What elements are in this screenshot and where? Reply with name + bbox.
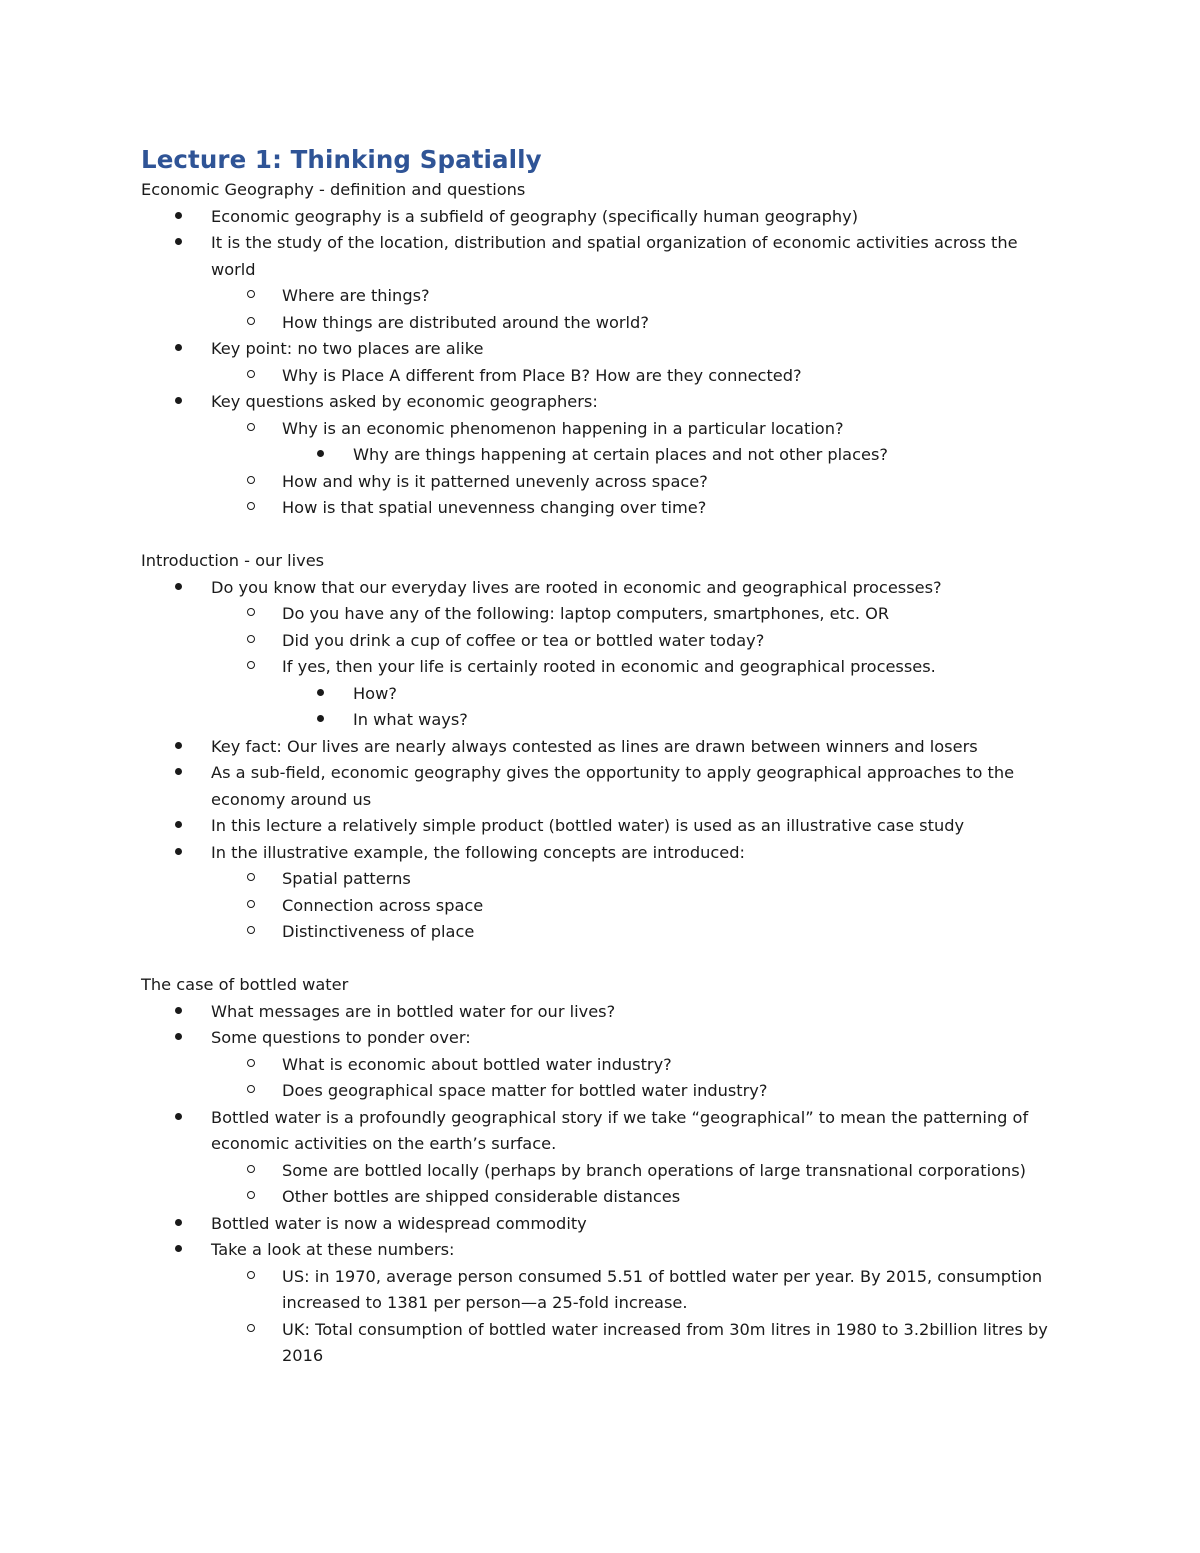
bullet-item-level-1 — [141, 760, 1051, 813]
bullet-text: Do you have any of the following: laptop computers, smartphones, etc. OR — [282, 604, 890, 623]
solid-bullet-icon — [175, 813, 182, 840]
bullet-text: It is the study of the location, distribution and spatial organization of economic activities across the world — [211, 233, 1018, 279]
hollow-bullet-icon — [247, 363, 255, 390]
hollow-bullet-icon — [247, 1184, 255, 1211]
bullet-item-level-2 — [141, 416, 1051, 443]
section-heading: Economic Geography - definition and questions — [141, 180, 526, 199]
bullet-text: What is economic about bottled water industry? — [282, 1054, 672, 1074]
bullet-text: Bottled water is a profoundly geographical story if we take “geographical” to mean the patterning of economic activities on the earth’s surface. — [211, 1107, 1029, 1153]
solid-bullet-icon — [317, 707, 324, 734]
bullet-text: Does geographical space matter for bottled water industry? — [282, 1081, 768, 1100]
bullet-text: How? — [353, 683, 397, 703]
bullet-item-level-3 — [141, 442, 1051, 469]
bullet-item-level-2 — [141, 893, 1051, 920]
bullet-text: As a sub-field, economic geography gives the opportunity to apply geographical approaches to the economy around us — [211, 763, 1015, 809]
bullet-item-level-1 — [141, 230, 1051, 283]
bullet-text: Did you drink a cup of coffee or tea or bottled water today? — [282, 630, 765, 650]
bullet-item-level-2 — [141, 1052, 1051, 1079]
bullet-item-level-2 — [141, 1317, 1051, 1370]
bullet-item-level-2 — [141, 601, 1051, 628]
bullet-text: In the illustrative example, the following concepts are introduced: — [211, 842, 745, 862]
lecture-title: Lecture 1: Thinking Spatially — [141, 145, 542, 174]
solid-bullet-icon — [175, 336, 182, 363]
bullet-text: Economic geography is a subfield of geography (specifically human geography) — [211, 206, 859, 226]
bullet-item-level-1 — [141, 1025, 1051, 1052]
bullet-item-level-1 — [141, 1105, 1051, 1158]
solid-bullet-icon — [175, 760, 182, 787]
bullet-text: Take a look at these numbers: — [211, 1240, 455, 1259]
solid-bullet-icon — [175, 1105, 182, 1132]
notes-content — [141, 177, 1051, 1370]
bullet-item-level-1 — [141, 575, 1051, 602]
bullet-text: How and why is it patterned unevenly across space? — [282, 471, 708, 491]
hollow-bullet-icon — [247, 283, 255, 310]
bullet-text: Key fact: Our lives are nearly always contested as lines are drawn between winners and losers — [211, 736, 978, 756]
hollow-bullet-icon — [247, 601, 255, 628]
hollow-bullet-icon — [247, 1078, 255, 1105]
bullet-item-level-1 — [141, 389, 1051, 416]
bullet-text: Connection across space — [282, 895, 484, 915]
solid-bullet-icon — [317, 442, 324, 469]
bullet-item-level-3 — [141, 681, 1051, 708]
bullet-item-level-2 — [141, 1158, 1051, 1185]
bullet-text: Key point: no two places are alike — [211, 339, 484, 358]
solid-bullet-icon — [175, 1237, 182, 1264]
section-spacer — [141, 522, 1051, 549]
solid-bullet-icon — [175, 840, 182, 867]
bullet-text: Bottled water is now a widespread commodity — [211, 1213, 587, 1233]
bullet-text: Why is Place A different from Place B? How are they connected? — [282, 365, 802, 385]
bullet-item-level-2 — [141, 1078, 1051, 1105]
hollow-bullet-icon — [247, 893, 255, 920]
bullet-text: Distinctiveness of place — [282, 922, 475, 941]
bullet-item-level-2 — [141, 919, 1051, 946]
bullet-text: Spatial patterns — [282, 869, 411, 888]
bullet-item-level-2 — [141, 469, 1051, 496]
solid-bullet-icon — [317, 681, 324, 708]
bullet-item-level-2 — [141, 1184, 1051, 1211]
bullet-text: Do you know that our everyday lives are rooted in economic and geographical processes? — [211, 577, 942, 597]
bullet-item-level-2 — [141, 310, 1051, 337]
bullet-item-level-1 — [141, 1237, 1051, 1264]
bullet-item-level-2 — [141, 363, 1051, 390]
bullet-item-level-1 — [141, 1211, 1051, 1238]
bullet-item-level-2 — [141, 654, 1051, 681]
bullet-text: Other bottles are shipped considerable distances — [282, 1187, 681, 1206]
hollow-bullet-icon — [247, 495, 255, 522]
bullet-item-level-1 — [141, 813, 1051, 840]
hollow-bullet-icon — [247, 469, 255, 496]
solid-bullet-icon — [175, 230, 182, 257]
hollow-bullet-icon — [247, 1052, 255, 1079]
bullet-text: Why is an economic phenomenon happening in a particular location? — [282, 418, 844, 438]
bullet-text: Key questions asked by economic geographers: — [211, 392, 598, 411]
hollow-bullet-icon — [247, 654, 255, 681]
bullet-item-level-1 — [141, 840, 1051, 867]
bullet-text: Where are things? — [282, 286, 430, 305]
bullet-text: In what ways? — [353, 710, 468, 729]
solid-bullet-icon — [175, 734, 182, 761]
hollow-bullet-icon — [247, 416, 255, 443]
bullet-text: Some are bottled locally (perhaps by branch operations of large transnational corporations) — [282, 1160, 1026, 1180]
bullet-text: Why are things happening at certain places and not other places? — [353, 445, 888, 464]
bullet-text: US: in 1970, average person consumed 5.51 of bottled water per year. By 2015, consumption increased to 1381 per person—a 25-fold increase. — [282, 1266, 1043, 1312]
bullet-item-level-1 — [141, 999, 1051, 1026]
bullet-item-level-3 — [141, 707, 1051, 734]
hollow-bullet-icon — [247, 866, 255, 893]
document-page — [141, 143, 1051, 1370]
bullet-text: In this lecture a relatively simple product (bottled water) is used as an illustrative case study — [211, 816, 965, 835]
bullet-item-level-1 — [141, 204, 1051, 231]
bullet-item-level-2 — [141, 628, 1051, 655]
bullet-text: What messages are in bottled water for our lives? — [211, 1001, 616, 1021]
hollow-bullet-icon — [247, 1317, 255, 1344]
bullet-item-level-2 — [141, 495, 1051, 522]
hollow-bullet-icon — [247, 310, 255, 337]
hollow-bullet-icon — [247, 628, 255, 655]
bullet-text: How things are distributed around the world? — [282, 312, 649, 332]
bullet-item-level-2 — [141, 866, 1051, 893]
bullet-text: If yes, then your life is certainly rooted in economic and geographical processes. — [282, 657, 936, 676]
solid-bullet-icon — [175, 389, 182, 416]
hollow-bullet-icon — [247, 1158, 255, 1185]
bullet-item-level-1 — [141, 734, 1051, 761]
bullet-item-level-2 — [141, 283, 1051, 310]
bullet-text: UK: Total consumption of bottled water increased from 30m litres in 1980 to 3.2billion litres by 2016 — [282, 1319, 1048, 1365]
solid-bullet-icon — [175, 1211, 182, 1238]
bullet-item-level-1 — [141, 336, 1051, 363]
section-heading: The case of bottled water — [141, 975, 349, 994]
solid-bullet-icon — [175, 1025, 182, 1052]
section-heading: Introduction - our lives — [141, 551, 325, 570]
solid-bullet-icon — [175, 999, 182, 1026]
bullet-text: How is that spatial unevenness changing over time? — [282, 498, 707, 517]
solid-bullet-icon — [175, 575, 182, 602]
solid-bullet-icon — [175, 204, 182, 231]
bullet-text: Some questions to ponder over: — [211, 1028, 471, 1047]
hollow-bullet-icon — [247, 1264, 255, 1291]
section-spacer — [141, 946, 1051, 973]
hollow-bullet-icon — [247, 919, 255, 946]
bullet-item-level-2 — [141, 1264, 1051, 1317]
